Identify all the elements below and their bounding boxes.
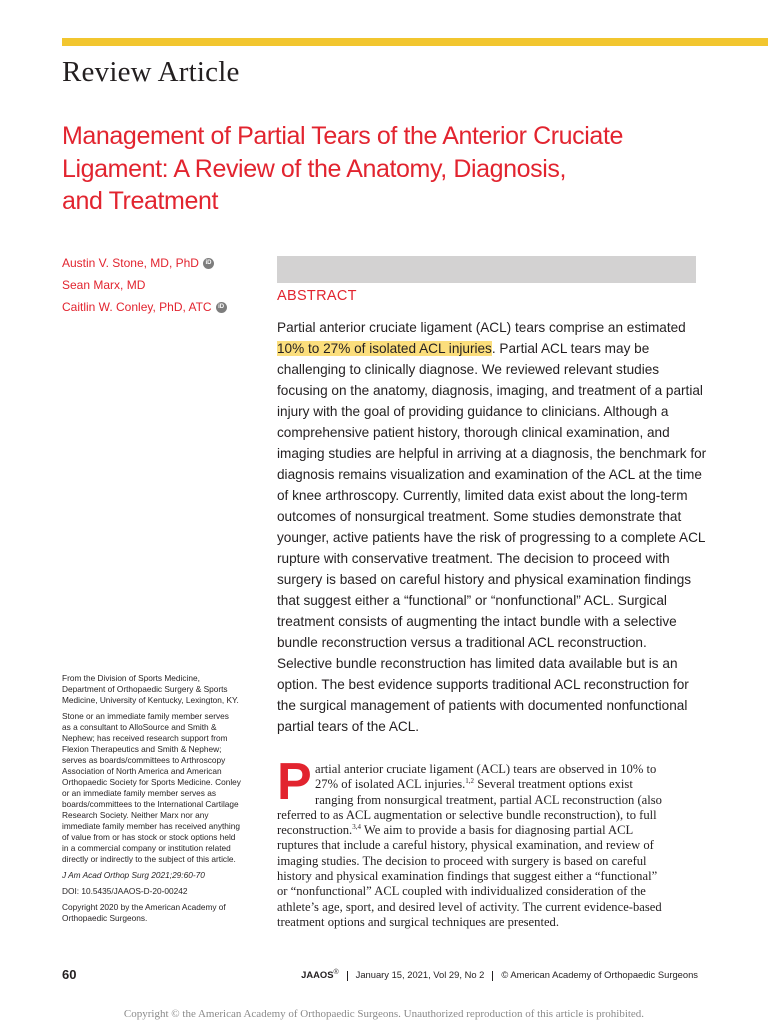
note-line: From the Division of Sports Medicine,	[62, 673, 200, 683]
author-list	[62, 252, 227, 318]
body-line: imaging studies. The decision to proceed with surgery is based on careful	[277, 853, 647, 868]
journal-name: JAAOS	[301, 969, 334, 980]
author	[62, 296, 227, 318]
note-line: Research Society. Neither Marx nor any	[62, 810, 209, 820]
note-line: or an immediate family member serves as	[62, 788, 217, 798]
body-text-run: reconstruction.	[277, 823, 353, 838]
abstract-line: partial tears of the ACL.	[277, 719, 420, 734]
body-line	[277, 823, 697, 838]
body-line: ruptures that include a careful history, physical examination, and review of	[277, 838, 654, 853]
note-line: directly or indirectly to the subject of this article.	[62, 854, 236, 864]
note-line: in a commercial company or institution related	[62, 843, 231, 853]
note-line: Medicine, University of Kentucky, Lexington, KY.	[62, 695, 239, 705]
article-title	[62, 120, 742, 218]
title-line: Ligament: A Review of the Anatomy, Diagnosis,	[62, 154, 567, 183]
abstract-line	[277, 338, 697, 359]
publisher: © American Academy of Orthopaedic Surgeons	[501, 969, 698, 980]
title-line: Management of Partial Tears of the Anterior Cruciate	[62, 122, 623, 150]
abstract-text	[277, 317, 707, 737]
body-text-run: We aim to provide a basis for diagnosing partial ACL	[360, 823, 634, 838]
body-line: treatment options and surgical techniques are presented.	[277, 914, 559, 929]
note-line: Association of North America and American	[62, 766, 222, 776]
abstract-line: comprehensive patient history, thorough clinical examination, and	[277, 425, 670, 440]
abstract-line: rupture with conservative treatment. The decision to proceed with	[277, 551, 670, 566]
abstract-line: that suggest either a “functional” or “nonfunctional” ACL. Surgical	[277, 593, 667, 608]
abstract-line: bundle reconstruction versus a traditional ACL reconstruction.	[277, 635, 647, 650]
abstract-line: focusing on the anatomy, diagnosis, imaging, and treatment of a partial	[277, 383, 703, 398]
note-line: Stone or an immediate family member serves	[62, 711, 229, 721]
abstract-line: imaging studies are helpful in arriving at a diagnosis, the benchmark for	[277, 446, 707, 461]
title-line: and Treatment	[62, 187, 219, 215]
body-text	[277, 762, 697, 930]
note-line: Nephew; has received research support from	[62, 733, 228, 743]
note-line: Flexion Therapeutics and Smith & Nephew;	[62, 744, 222, 754]
citation-ref[interactable]: 3,4	[352, 823, 361, 831]
author-name[interactable]: Austin V. Stone, MD, PhD	[62, 256, 199, 270]
affiliation-notes	[62, 673, 268, 929]
abstract-line: treatment consists of augmenting the intact bundle with a selective	[277, 614, 677, 629]
citation-ref[interactable]: 1,2	[465, 777, 475, 786]
abstract-line: outcomes of nonsurgical treatment. Some studies demonstrate that	[277, 509, 682, 524]
drop-cap: P	[277, 753, 312, 811]
body-line	[277, 777, 697, 792]
footer-info	[301, 969, 698, 981]
page-footer	[62, 967, 698, 985]
note-line: as a consultant to AlloSource and Smith &	[62, 722, 217, 732]
note-line: Orthopaedic Society for Sports Medicine. Conley	[62, 777, 241, 787]
header-rule	[62, 38, 768, 46]
body-line: ranging from nonsurgical treatment, partial ACL reconstruction (also	[315, 792, 662, 807]
author	[62, 252, 227, 274]
note-line: Copyright 2020 by the American Academy of	[62, 902, 226, 912]
note-line: of value from or has stock or stock options held	[62, 832, 236, 842]
copyright-watermark: Copyright © the American Academy of Orthopaedic Surgeons. Unauthorized reproduction of this article is prohibited.	[123, 1008, 645, 1020]
abstract-header-bar	[277, 256, 696, 283]
highlighted-text: 10% to 27% of isolated ACL injuries	[277, 341, 492, 356]
body-line: athlete’s age, sport, and desired level of activity. The current evidence-based	[277, 899, 662, 914]
abstract-line: Selective bundle reconstruction has limited data available but is an	[277, 656, 678, 671]
issue-info: January 15, 2021, Vol 29, No 2	[355, 969, 485, 980]
body-text-run: Several treatment options exist	[474, 777, 633, 792]
abstract-line: younger, active patients have the risk of progressing to a complete ACL	[277, 530, 706, 545]
note-line: serves as boards/committees to Arthroscopy	[62, 755, 226, 765]
abstract-line: the surgical management of patients with documented nonfunctional	[277, 698, 688, 713]
footer-separator	[347, 971, 348, 981]
body-line: artial anterior cruciate ligament (ACL) tears are observed in 10% to	[315, 762, 657, 776]
orcid-icon[interactable]: iD	[203, 258, 214, 269]
author-name[interactable]: Caitlin W. Conley, PhD, ATC	[62, 300, 212, 314]
copyright-note	[62, 902, 268, 924]
body-line: or “nonfunctional” ACL coupled with individualized consideration of the	[277, 884, 646, 899]
note-line: Department of Orthopaedic Surgery & Sports	[62, 684, 228, 694]
abstract-line-rest: . Partial ACL tears may be	[491, 341, 650, 356]
abstract-line: of knee arthroscopy. Currently, limited data exist about the long-term	[277, 488, 688, 503]
body-line: referred to as ACL augmentation or selective bundle reconstruction), to full	[277, 807, 657, 822]
abstract-line: surgery is based on careful history and physical examination findings	[277, 572, 692, 587]
abstract-line: injury with the goal of providing guidance to clinicians. Although a	[277, 404, 669, 419]
abstract-line: diagnosis remains visualization and examination of the ACL at the time	[277, 467, 702, 482]
registered-mark: ®	[333, 968, 339, 976]
abstract-line: option. The best evidence supports traditional ACL reconstruction for	[277, 677, 689, 692]
note-line: immediate family member has received anything	[62, 821, 240, 831]
body-line: history and physical examination findings that suggest either a “functional”	[277, 869, 658, 884]
author-name[interactable]: Sean Marx, MD	[62, 278, 146, 292]
journal-citation: J Am Acad Orthop Surg 2021;29:60-70	[62, 870, 205, 880]
doi[interactable]: DOI: 10.5435/JAAOS-D-20-00242	[62, 886, 188, 896]
footer-separator	[492, 971, 493, 981]
disclosure-statement	[62, 711, 268, 865]
note-line: boards/committees to the International Cartilage	[62, 799, 239, 809]
affiliation-division	[62, 673, 268, 706]
note-line: Orthopaedic Surgeons.	[62, 913, 148, 923]
body-text-run: 27% of isolated ACL injuries.	[315, 777, 466, 792]
author	[62, 274, 227, 296]
page-number: 60	[62, 967, 77, 982]
section-label: Review Article	[62, 56, 240, 88]
abstract-heading: ABSTRACT	[277, 288, 357, 304]
orcid-icon[interactable]: iD	[216, 302, 227, 313]
abstract-line: Partial anterior cruciate ligament (ACL) tears comprise an estimated	[277, 320, 686, 335]
abstract-line: challenging to clinically diagnose. We reviewed relevant studies	[277, 362, 660, 377]
